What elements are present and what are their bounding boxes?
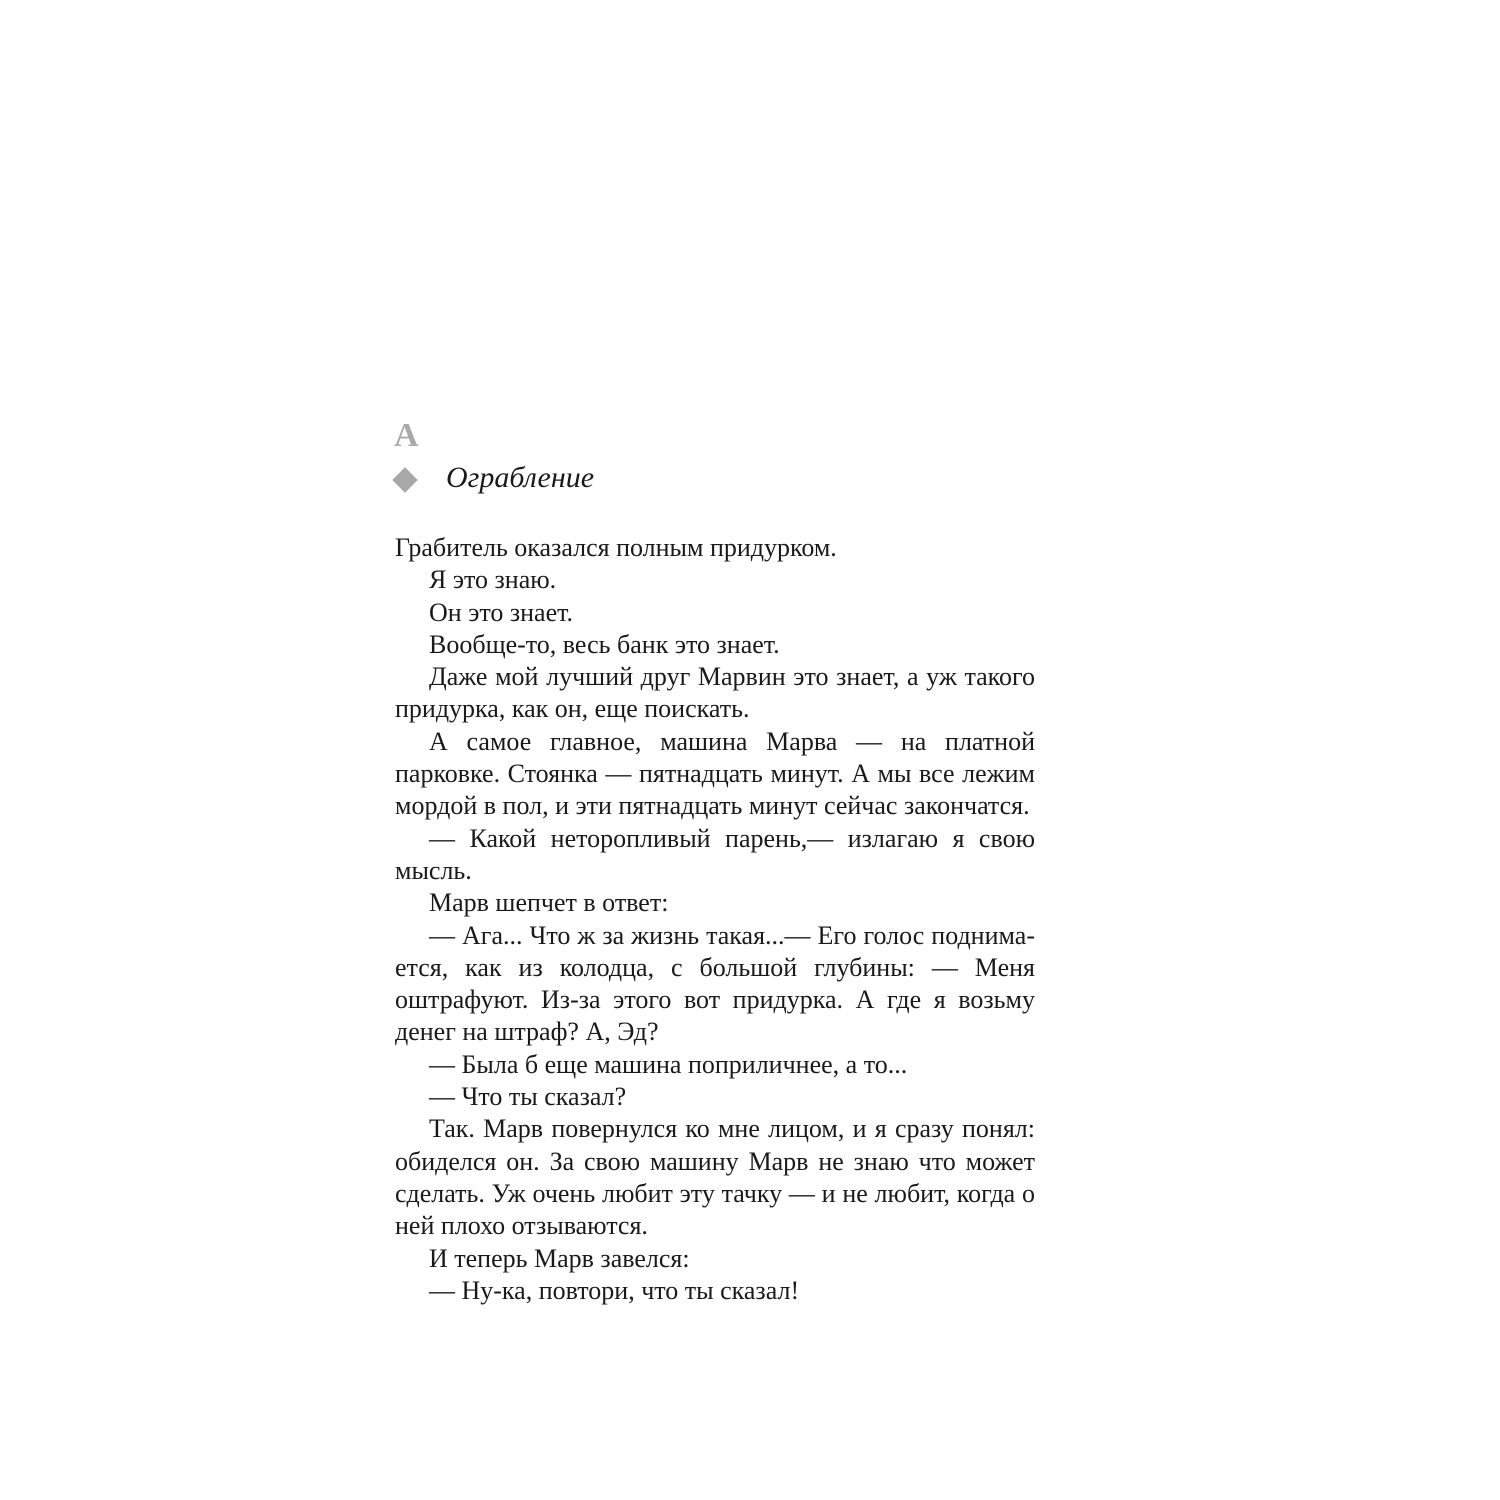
paragraph: Я это знаю. [429, 565, 557, 595]
paragraph: И теперь Марв завелся: [429, 1243, 690, 1273]
paragraph: — Была б еще машина поприличнее, а то... [429, 1049, 908, 1079]
paragraph: — Какой неторопливый парень,— излагаю я свою мысль. [395, 823, 1035, 885]
chapter-title: Ограбление [446, 461, 595, 494]
paragraph: — Ну-ка, повтори, что ты сказал! [429, 1275, 800, 1305]
paragraph: Он это знает. [429, 597, 574, 627]
paragraph: А самое главное, машина Марва — на платной парковке. Стоянка — пятнадцать минут. А мы все лежим мордой в пол, и эти пятнадцать минут сейчас закончатся. [395, 726, 1035, 821]
paragraph: Грабитель оказался полным придурком. [395, 533, 837, 562]
chapter-text [395, 532, 1035, 1307]
paragraph: Марв шепчет в ответ: [429, 888, 669, 918]
paragraph: — Что ты сказал? [429, 1082, 627, 1112]
paragraph: Так. Марв повернулся ко мне лицом, и я сразу понял: обиделся он. За свою машину Марв не знаю что может сделать. Уж очень любит эту тачку — и не любит, когда о ней плохо отзываются. [395, 1114, 1035, 1241]
chapter-letter: А [394, 417, 419, 454]
paragraph: Вообще-то, весь банк это знает. [429, 629, 780, 659]
paragraph: — Ага... Что ж за жизнь такая...— Его голос поднимается, как из колодца, с большой глубины: — Меня оштрафуют. Из-за этого вот придурка. А где я возьму денег на штраф? А, Эд? [395, 920, 1035, 1047]
paragraph: Даже мой лучший друг Марвин это знает, а уж такого придурка, как он, еще поискать. [395, 662, 1035, 724]
diamond-icon [392, 467, 417, 492]
